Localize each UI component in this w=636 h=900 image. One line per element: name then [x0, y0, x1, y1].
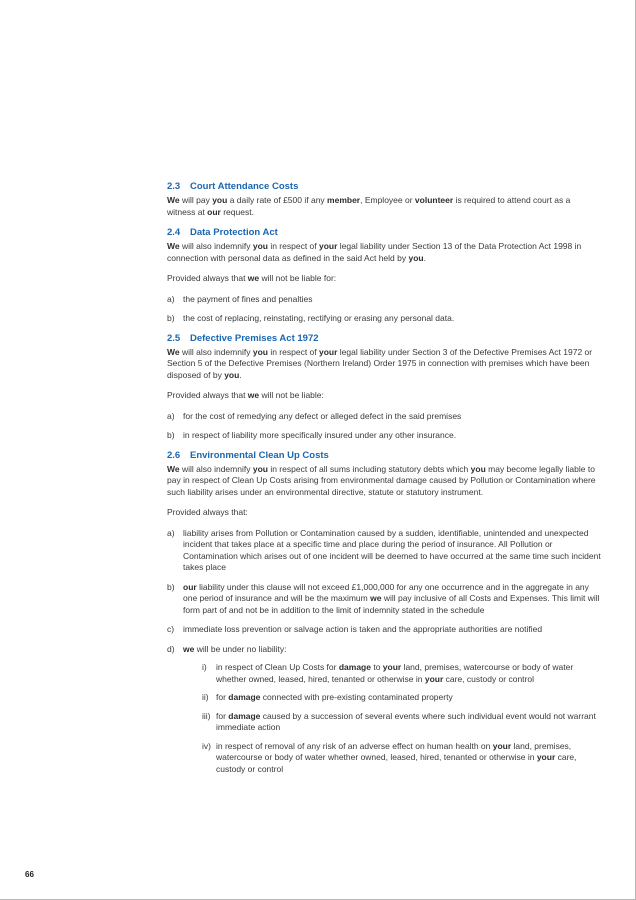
sublist-item	[202, 711, 601, 734]
document-content	[167, 181, 601, 783]
list-item	[167, 582, 601, 617]
sublist-item	[202, 741, 601, 776]
section-number: 2.3	[167, 181, 181, 192]
list-item-marker: c)	[167, 624, 175, 634]
section-paragraph: We will also indemnify you in respect of your legal liability under Section 3 of the Defective Premises Act 1972 or Section 5 of the Defective Premises (Northern Ireland) Order 1975 in connection with premises which have been disposed of by you.	[167, 346, 593, 380]
sublist-item-marker: i)	[202, 662, 207, 672]
section-heading	[167, 227, 601, 239]
section-heading	[167, 450, 601, 462]
list-item	[167, 411, 601, 423]
sublist-item-text: in respect of Clean Up Costs for damage to your land, premises, watercourse or body of water whether owned, leased, hired, tenanted or otherwise in your care, custody or control	[216, 662, 574, 684]
section-paragraph: We will also indemnify you in respect of your legal liability under Section 13 of the Data Protection Act 1998 in connection with personal data as defined in the said Act held by you.	[167, 241, 582, 263]
policy-section	[167, 450, 601, 776]
page-number: 66	[25, 870, 34, 879]
section-paragraph: We will pay you a daily rate of £500 if any member, Employee or volunteer is required to attend court as a witness at our request.	[167, 195, 571, 217]
list-item	[167, 430, 601, 442]
section-heading	[167, 181, 601, 193]
sublist-item-text: for damage connected with pre-existing contaminated property	[216, 692, 453, 702]
list-item-marker: b)	[167, 581, 175, 592]
sublist-item-marker: iv)	[202, 740, 211, 751]
section-paragraph: Provided always that:	[167, 507, 248, 517]
policy-section	[167, 227, 601, 325]
section-title: Defective Premises Act 1972	[190, 332, 319, 344]
sublist-item-marker: ii)	[202, 692, 209, 702]
list-item	[167, 294, 601, 306]
sublist-item	[202, 662, 601, 685]
list-item	[167, 528, 601, 574]
list-item-text: in respect of liability more specifically insured under any other insurance.	[183, 430, 457, 440]
list-item-text: for the cost of remedying any defect or alleged defect in the said premises	[183, 410, 462, 421]
list-item-text: we will be under no liability: i) in respect of Clean Up Costs for damage to your land, premises, watercourse or body of water whether owned, leased, hired, tenanted or otherwise in your care, custody or control ii) for damage connected with pre-existing contaminated property iii) for damage caused by a succession of several events where such individual event would not warrant immediate action iv) in respect of removal of any risk of an adverse effect on human health on your land, premises, watercourse or body of water whether owned, leased, hired, tenanted or otherwise in your care, custody or control	[183, 644, 601, 776]
sublist-item-marker: iii)	[202, 710, 211, 721]
sublist-item-text: in respect of removal of any risk of an adverse effect on human health on your land, premises, watercourse or body of water whether owned, leased, hired, tenanted or otherwise in your care, custody or control	[216, 740, 577, 774]
section-paragraph: We will also indemnify you in respect of all sums including statutory debts which you may become legally liable to pay in respect of Clean Up Costs arising from environmental damage caused by Pollution or Contamination where such liability arises under an environmental directive, statute or statutory instrument.	[167, 463, 596, 497]
section-number: 2.4	[167, 227, 181, 238]
list-item	[167, 624, 601, 636]
list-item-text: the cost of replacing, reinstating, rectifying or erasing any personal data.	[183, 313, 455, 323]
section-paragraph: Provided always that we will not be liable for:	[167, 273, 337, 283]
sublist-item	[202, 692, 601, 704]
list-item-text: immediate loss prevention or salvage action is taken and the appropriate authorities are notified	[183, 624, 543, 634]
list-item-text: the payment of fines and penalties	[183, 293, 313, 304]
section-number: 2.5	[167, 332, 181, 344]
section-heading	[167, 333, 601, 345]
list-item-marker: d)	[167, 643, 175, 654]
list-item-text: our liability under this clause will not exceed £1,000,000 for any one occurrence and in the aggregate in any one period of insurance and will be the maximum we will pay inclusive of all Costs and Expenses. This limit will form part of and not be in addition to the limit of indemnity stated in the schedule	[183, 581, 600, 615]
section-title: Court Attendance Costs	[190, 181, 299, 192]
list-item	[167, 644, 601, 776]
list-item-marker: a)	[167, 527, 175, 538]
list-item	[167, 313, 601, 325]
section-title: Environmental Clean Up Costs	[190, 449, 329, 461]
list-item-marker: a)	[167, 410, 175, 421]
policy-section	[167, 181, 601, 218]
list-item-marker: b)	[167, 430, 175, 440]
section-paragraph: Provided always that we will not be liable:	[167, 390, 324, 400]
section-title: Data Protection Act	[190, 227, 278, 238]
list-item-marker: a)	[167, 293, 175, 304]
sublist-item-text: for damage caused by a succession of several events where such individual event would not warrant immediate action	[216, 710, 596, 732]
policy-section	[167, 333, 601, 442]
section-number: 2.6	[167, 449, 181, 461]
list-item-text: liability arises from Pollution or Contamination caused by a sudden, identifiable, unintended and unexpected incident that takes place at a specific time and place during the period of insurance. All Pollution or Contamination which arises out of one incident will be deemed to have occurred at the same time such incident takes place	[183, 527, 601, 572]
list-item-marker: b)	[167, 313, 175, 323]
sublist	[202, 662, 601, 775]
